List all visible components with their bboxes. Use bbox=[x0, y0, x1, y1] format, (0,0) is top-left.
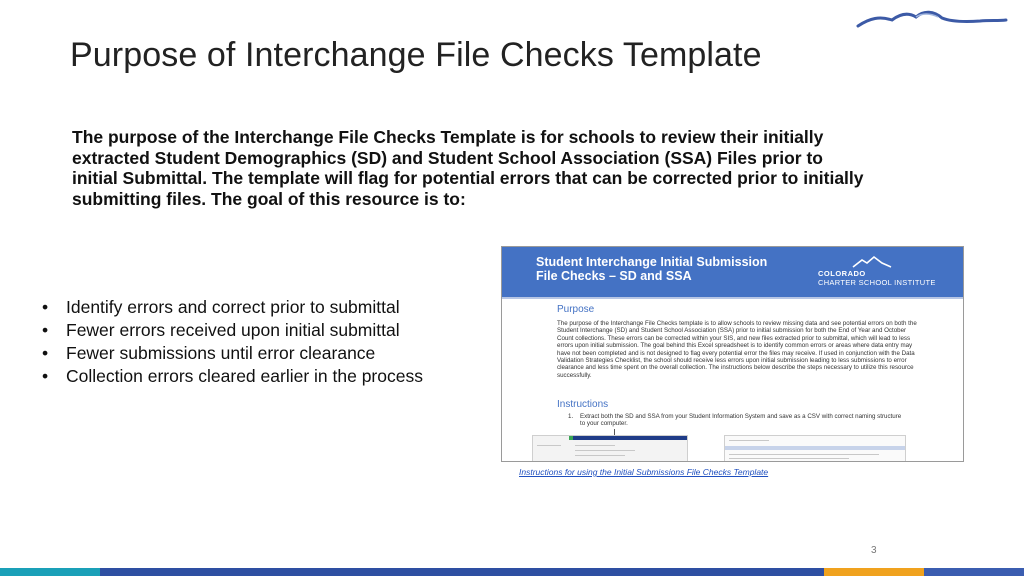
intro-paragraph: The purpose of the Interchange File Checks Template is for schools to review their initially extracted Student Demographics (SD) and Student School Association (SSA) Files prior to initial Submittal. The template will flag for potential errors that can be corrected prior to initially submitting files. The goal of this resource is to: bbox=[72, 127, 864, 209]
purpose-text: The purpose of the Interchange File Checks template is to allow schools to review missing data and see potential errors on both the Student Interchange (SD) and Student School Association (SSA) prior to initial submission for both the End of Year and October Count collections. These errors can be corrected within your SIS, and new files extracted prior to submittal, which will lead to less errors upon initial submission. The goal behind this Excel spreadsheet is to identify common errors or areas where data entry may have not been completed and is not designed to flag every potential error the files may receive. If used in conjunction with the Data Validation Strategies Checklist, the school should receive less errors upon initial submission leading to less submissions to error clearance and less time spent on the overall collection. The instructions below describe the steps necessary to utilize this resource successfully. bbox=[557, 320, 917, 379]
footer-segment bbox=[924, 568, 1024, 576]
goal-text: Collection errors cleared earlier in the process bbox=[66, 366, 423, 386]
org-name-line1: COLORADO bbox=[818, 269, 866, 278]
list-item bbox=[40, 296, 423, 319]
step-number: 1. bbox=[568, 413, 574, 420]
org-name-line2: CHARTER SCHOOL INSTITUTE bbox=[818, 278, 936, 287]
list-item bbox=[40, 365, 423, 388]
instructions-heading: Instructions bbox=[557, 399, 609, 410]
thumbnail-org-logo bbox=[818, 269, 936, 287]
mountain-logo-icon bbox=[852, 255, 892, 269]
goals-list bbox=[40, 296, 423, 388]
sheet-row-line bbox=[729, 454, 879, 455]
footer-color-bar bbox=[0, 568, 1024, 576]
sheet-header-band bbox=[725, 446, 905, 450]
sheet-row-line bbox=[575, 445, 615, 446]
page-number: 3 bbox=[871, 545, 877, 556]
mountain-logo-icon bbox=[856, 8, 1008, 30]
sheet-row-line bbox=[537, 445, 561, 446]
thumbnail-caption-link[interactable]: Instructions for using the Initial Submissions File Checks Template bbox=[519, 467, 769, 477]
spreadsheet-screenshot bbox=[532, 435, 688, 462]
divider bbox=[502, 297, 963, 299]
bullet-glyph: • bbox=[42, 366, 49, 386]
footer-segment bbox=[0, 568, 100, 576]
sheet-header-bar bbox=[573, 436, 687, 440]
sheet-row-line bbox=[729, 440, 769, 441]
step-text: Extract both the SD and SSA from your Student Information System and save as a CSV with correct naming structure to your computer. bbox=[580, 413, 902, 428]
spreadsheet-screenshot bbox=[724, 435, 906, 462]
document-thumbnail bbox=[501, 246, 964, 462]
footer-segment bbox=[824, 568, 924, 576]
bullet-glyph: • bbox=[42, 297, 49, 317]
goal-text: Fewer submissions until error clearance bbox=[66, 343, 376, 363]
instruction-step bbox=[568, 413, 908, 428]
goal-text: Identify errors and correct prior to submittal bbox=[66, 297, 400, 317]
goal-text: Fewer errors received upon initial submittal bbox=[66, 320, 400, 340]
thumbnail-title: Student Interchange Initial Submission File Checks – SD and SSA bbox=[536, 255, 768, 283]
purpose-heading: Purpose bbox=[557, 304, 595, 315]
footer-segment bbox=[100, 568, 824, 576]
bullet-glyph: • bbox=[42, 320, 49, 340]
bullet-glyph: • bbox=[42, 343, 49, 363]
sheet-row-line bbox=[575, 450, 635, 451]
list-item bbox=[40, 319, 423, 342]
slide-title: Purpose of Interchange File Checks Template bbox=[70, 36, 762, 74]
list-item bbox=[40, 342, 423, 365]
sheet-row-line bbox=[729, 458, 849, 459]
sheet-row-line bbox=[575, 455, 625, 456]
